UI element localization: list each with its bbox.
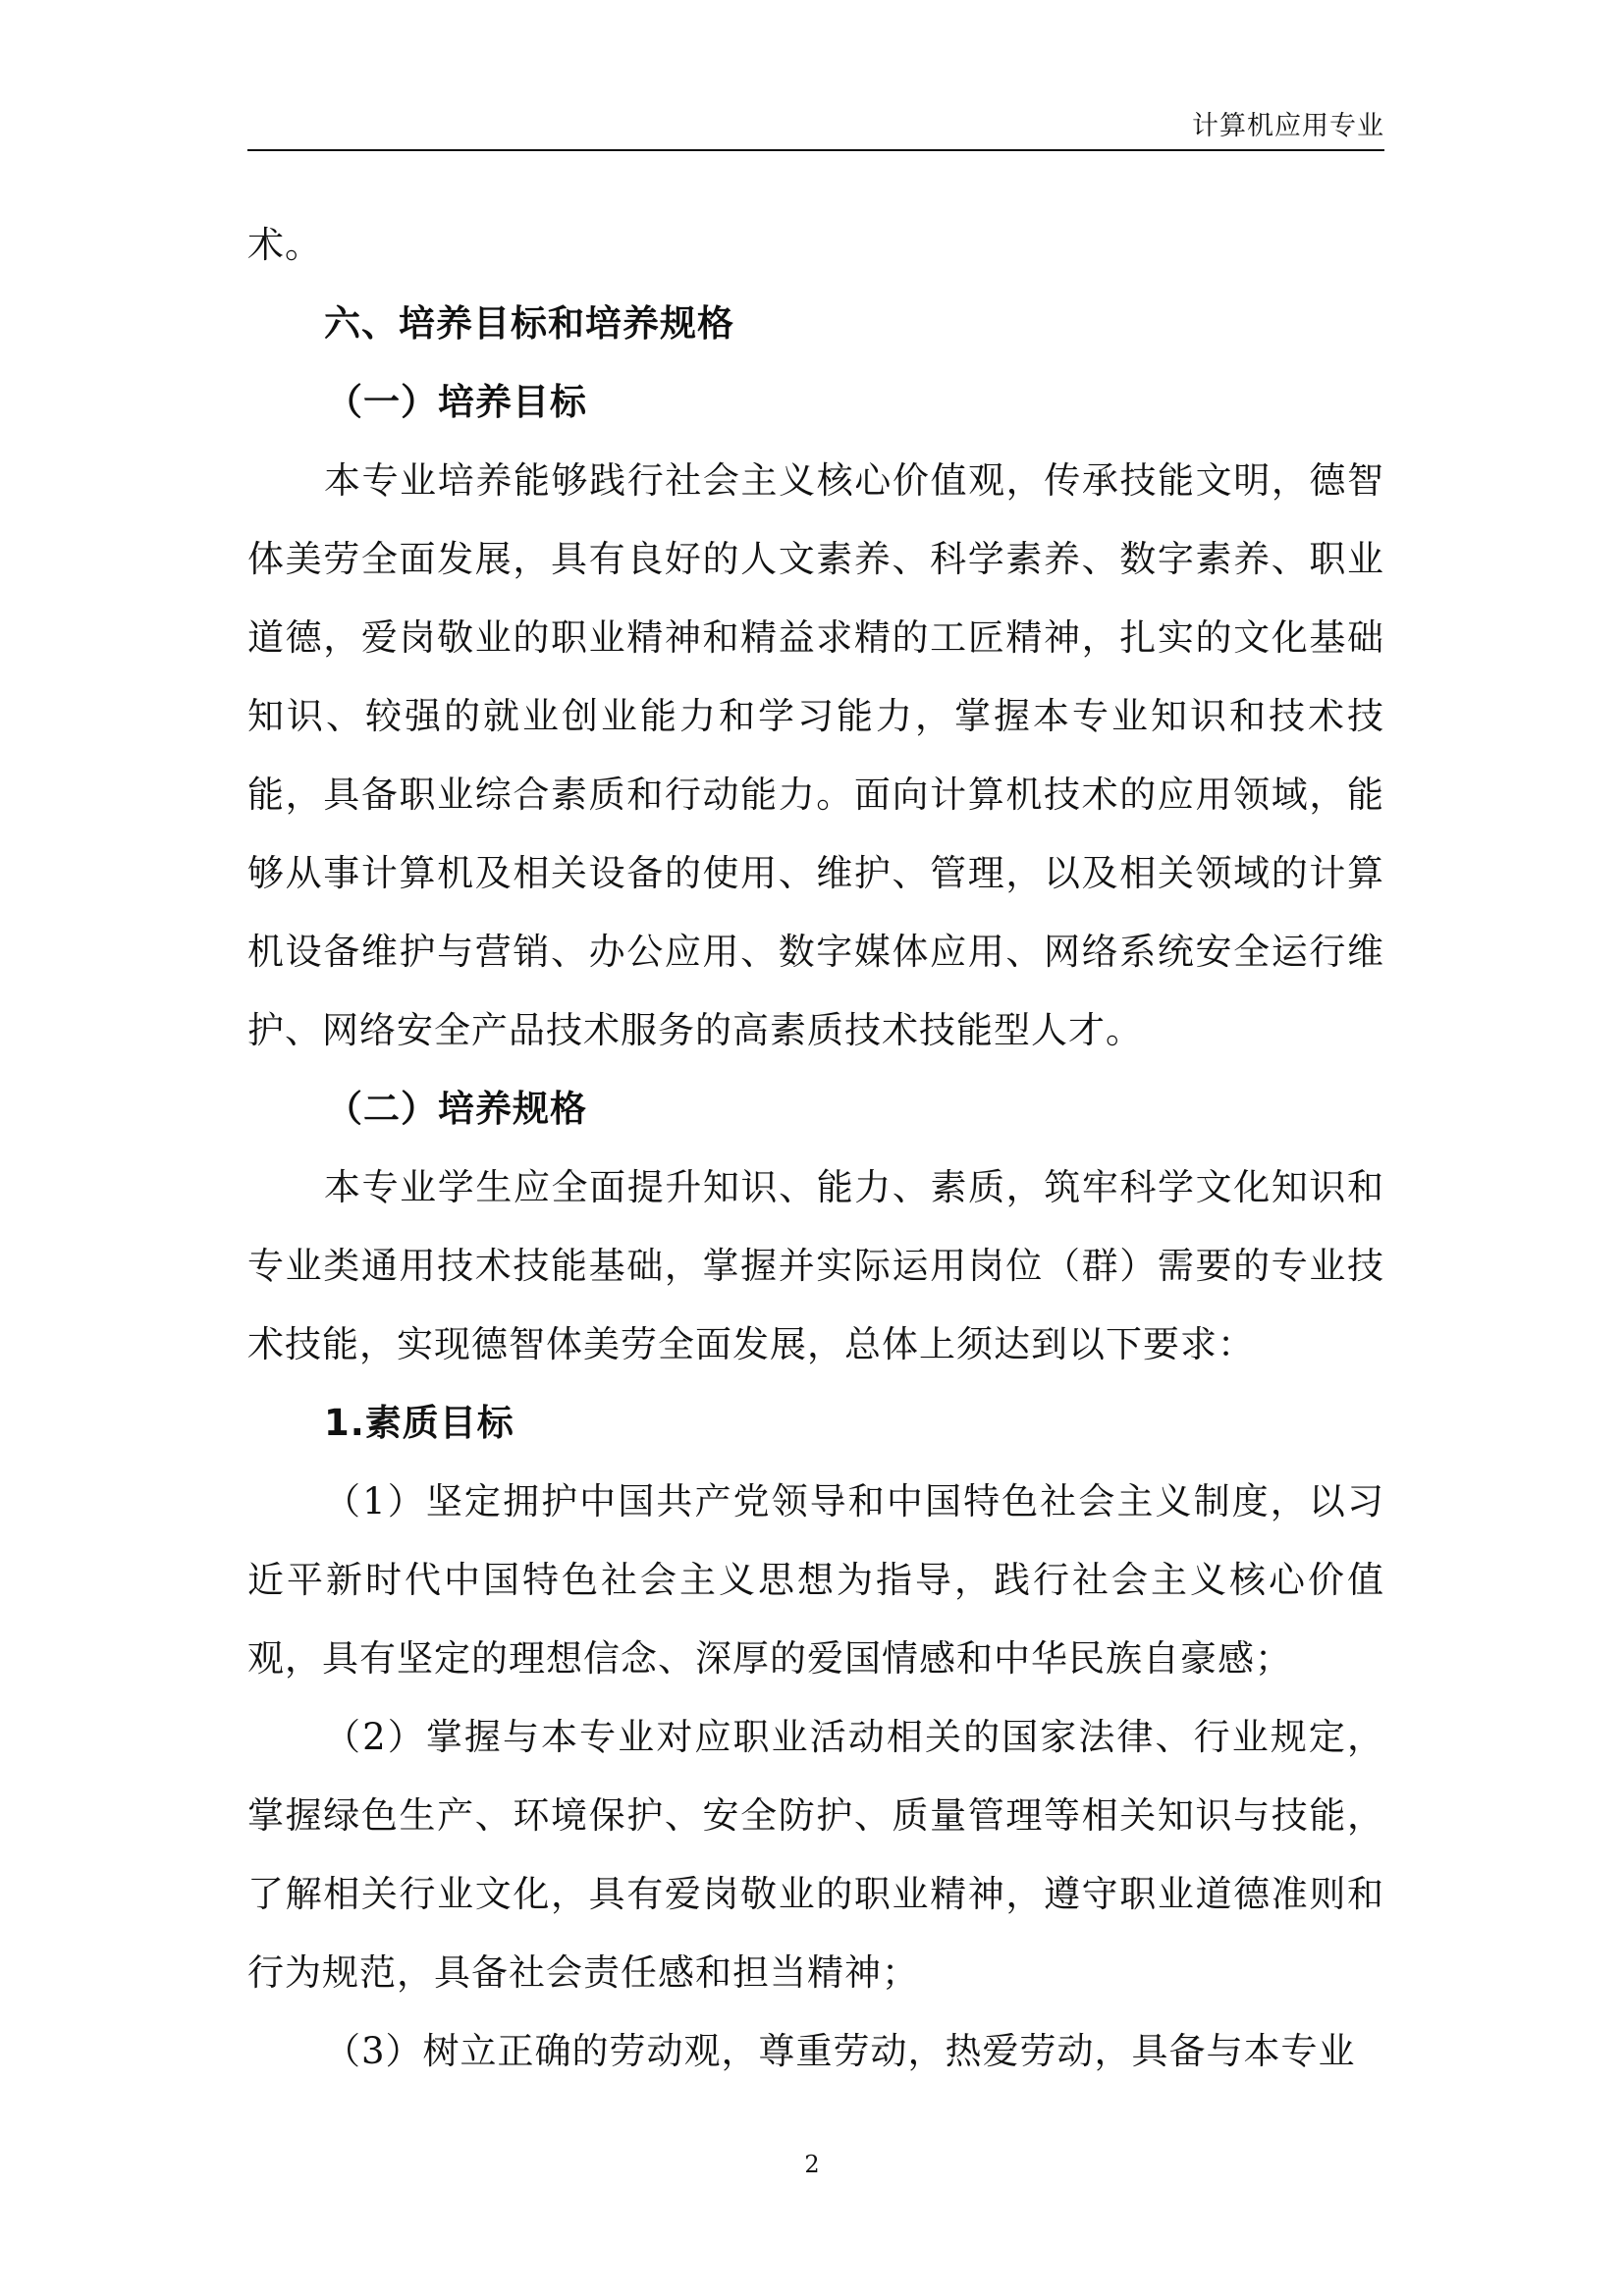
quality-heading: 1.素质目标 [324,1402,514,1444]
continuation-text: 术。 [247,224,322,266]
section-title: 六、培养目标和培养规格 [324,302,734,345]
page-number: 2 [804,2151,820,2178]
quality-item-3: （3）树立正确的劳动观，尊重劳动，热爱劳动，具备与本专业 [324,2030,1356,2072]
quality-item-1: （1）坚定拥护中国共产党领导和中国特色社会主义制度，以习近平新时代中国特色社会主义思想为指导，践行社会主义核心价值观，具有坚定的理想信念、深厚的爱国情感和中华民族自豪感； [247,1480,1384,1680]
spec-heading: （二）培养规格 [326,1088,587,1130]
goal-paragraph: 本专业培养能够践行社会主义核心价值观，传承技能文明，德智体美劳全面发展，具有良好的人文素养、科学素养、数字素养、职业道德，爱岗敬业的职业精神和精益求精的工匠精神，扎实的文化基础知识、较强的就业创业能力和学习能力，掌握本专业知识和技术技能，具备职业综合素质和行动能力。面向计算机技术的应用领域，能够从事计算机及相关设备的使用、维护、管理，以及相关领域的计算机设备维护与营销、办公应用、数字媒体应用、网络系统安全运行维护、网络安全产品技术服务的高素质技术技能型人才。 [247,459,1384,1051]
quality-item-2: （2）掌握与本专业对应职业活动相关的国家法律、行业规定，掌握绿色生产、环境保护、安全防护、质量管理等相关知识与技能，了解相关行业文化，具有爱岗敬业的职业精神，遵守职业道德准则和行为规范，具备社会责任感和担当精神； [247,1716,1384,1994]
goal-heading: （一）培养目标 [326,381,587,423]
header-rule [247,149,1384,151]
running-header: 计算机应用专业 [1192,111,1384,141]
spec-paragraph: 本专业学生应全面提升知识、能力、素质，筑牢科学文化知识和专业类通用技术技能基础，掌握并实际运用岗位（群）需要的专业技术技能，实现德智体美劳全面发展，总体上须达到以下要求： [247,1166,1384,1365]
body-text [247,206,1384,2091]
